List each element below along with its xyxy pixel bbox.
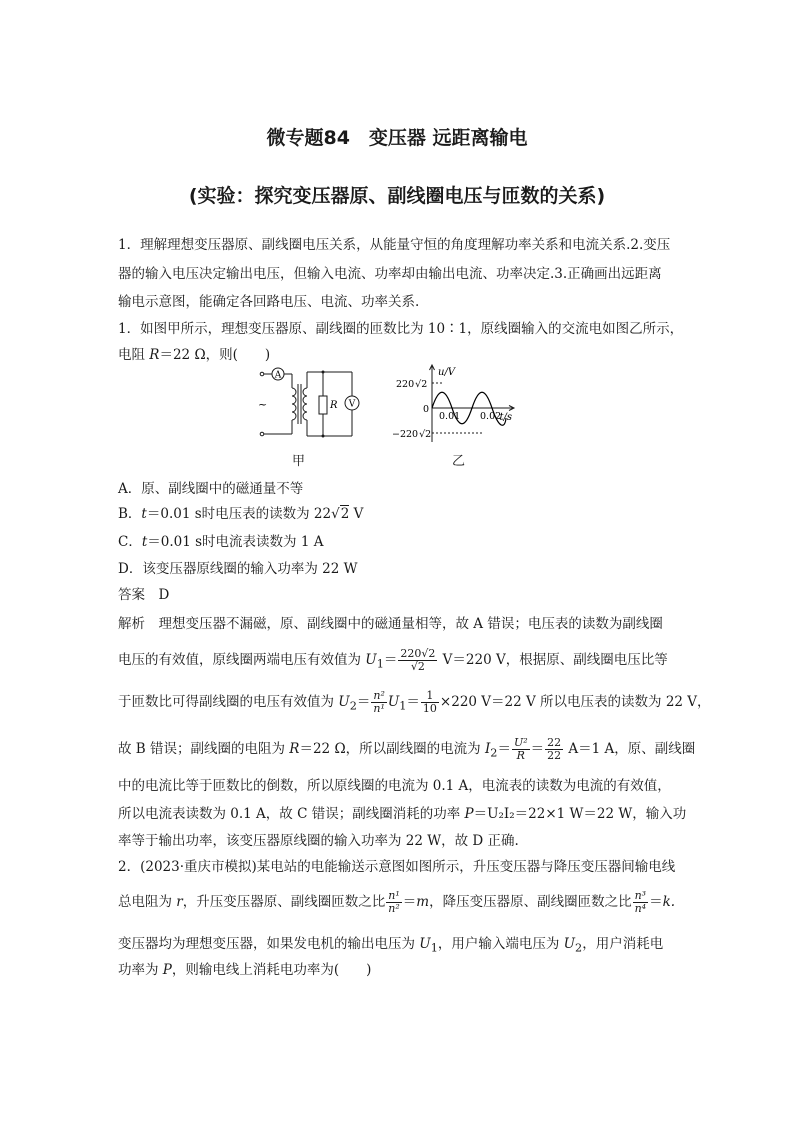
sub: 1 — [430, 941, 438, 955]
text: ，升压变压器原、副线圈匝数之比 — [182, 894, 386, 910]
analysis-line-7: 率等于输出功率，该变压器原线圈的输入功率为 22 W，故 D 正确. — [118, 833, 519, 849]
q2-line-2 — [118, 890, 678, 915]
text: V — [349, 506, 364, 522]
primary-coil — [292, 388, 296, 420]
sub: 1 — [399, 699, 407, 713]
q2-line-4 — [118, 958, 678, 978]
var-r: r — [176, 894, 183, 910]
text: ＝ — [383, 652, 398, 668]
q1-answer: 答案 D — [118, 587, 170, 603]
y-min-label — [392, 429, 431, 440]
text: ，降压变压器原、副线圈匝数之比 — [429, 894, 632, 910]
figure-circuit-caption: 甲 — [292, 454, 306, 469]
denominator: n² — [388, 902, 400, 915]
y-max-radical: √2 — [415, 379, 428, 390]
var-m: m — [416, 894, 430, 910]
y-min-radical: √2 — [419, 429, 432, 440]
denominator: n⁴ — [634, 902, 647, 915]
terminal — [260, 432, 264, 436]
figure-sine-graph — [392, 362, 522, 446]
numerator: U² — [513, 736, 528, 749]
analysis-line-1: 解析 理想变压器不漏磁，原、副线圈中的磁通量相等，故 A 错误；电压表的读数为副线圈 — [118, 616, 663, 632]
text: ＝ — [649, 894, 663, 910]
var-P: P — [162, 962, 172, 978]
denominator: 22 — [547, 749, 562, 762]
fraction — [398, 648, 437, 673]
var-U: U — [419, 936, 431, 952]
text: V＝220 V，根据原、副线圈电压比等 — [438, 652, 668, 668]
denominator: 10 — [422, 702, 437, 715]
page-subtitle: (实验：探究变压器原、副线圈电压与匝数的关系) — [188, 185, 606, 207]
var-U: U — [365, 652, 377, 668]
tick-t1: 0.01 — [439, 411, 461, 422]
q1-stem-line-1: 1．如图甲所示，理想变压器原、副线圈的匝数比为 10∶1，原线圈输入的交流电如图乙所示， — [118, 321, 684, 337]
junction-dot — [322, 435, 325, 438]
fraction — [421, 690, 439, 715]
sub: 2 — [349, 699, 357, 713]
fraction — [371, 690, 387, 715]
sub: 2 — [575, 941, 583, 955]
figure-circuit — [250, 362, 365, 446]
text: ＝22 Ω，所以副线圈的电流为 — [299, 741, 485, 757]
denominator: √2 — [410, 660, 425, 673]
numerator: n³ — [634, 889, 647, 902]
numerator: 220√2 — [400, 647, 436, 660]
text: 故 B 错误；副线圈的电阻为 — [118, 741, 290, 757]
analysis-line-3 — [118, 689, 711, 715]
text: B． — [118, 506, 142, 522]
fraction — [633, 890, 649, 915]
fraction — [512, 737, 530, 762]
q2-line-1: 2．(2023·重庆市模拟)某电站的电能输送示意图如图所示，升压变压器与降压变压器间输电线 — [118, 859, 676, 875]
text: C． — [118, 534, 142, 550]
text: ，则输电线上消耗电功率为( ) — [171, 962, 372, 978]
q1-option-d: D．该变压器原线圈的输入功率为 22 W — [118, 561, 358, 577]
figure-graph-caption: 乙 — [452, 454, 466, 469]
numerator: n² — [373, 689, 385, 702]
text: 总电阻为 — [118, 894, 177, 910]
text: ＝0.01 s时电压表的读数为 22 — [146, 506, 332, 522]
numerator: 1 — [421, 690, 439, 703]
text: ＝0.01 s时电流表读数为 1 A — [147, 534, 324, 550]
q1-stem-line-2 — [118, 343, 678, 363]
resistor-label: R — [330, 400, 338, 411]
text: ＝ — [402, 894, 417, 910]
voltmeter-label: V — [348, 399, 356, 410]
text: ＝ — [530, 741, 545, 757]
text: ×220 V＝22 V 所以电压表的读数为 22 V， — [439, 694, 711, 710]
terminal — [260, 372, 264, 376]
y-max-label — [396, 379, 427, 390]
fraction — [545, 737, 563, 762]
var-t: t — [141, 534, 148, 550]
junction-dot — [322, 371, 325, 374]
analysis-line-5: 中的电流比等于匝数比的倒数，所以原线圈的电流为 0.1 A，电流表的读数为电流的有效值， — [118, 778, 671, 794]
var-P: P — [464, 806, 474, 822]
text: ＝ — [497, 741, 511, 757]
radicand: 2 — [340, 506, 350, 522]
resistor — [319, 396, 327, 414]
fraction — [386, 890, 402, 915]
secondary-coil — [303, 388, 307, 420]
origin-label: 0 — [423, 404, 430, 415]
tick-t2: 0.02 — [480, 411, 502, 422]
intro-line-1: 1．理解理想变压器原、副线圈电压关系，从能量守恒的角度理解功率关系和电流关系.2.变压 — [118, 237, 671, 253]
q1-option-b: B．t＝0.01 s时电压表的读数为 22√2 V — [118, 506, 364, 522]
var-k: k. — [662, 894, 676, 910]
analysis-line-4 — [118, 736, 696, 762]
text: A＝1 A，原、副线圈 — [564, 741, 696, 757]
q1-option-c — [118, 530, 678, 550]
denominator: R — [516, 749, 525, 762]
q1-option-a: A．原、副线圈中的磁通量不等 — [118, 481, 304, 497]
sub: 1 — [376, 657, 384, 671]
text: 电阻 — [118, 347, 150, 363]
text: ＝22 Ω，则( ) — [159, 347, 271, 363]
numerator: n¹ — [388, 889, 400, 902]
text: ＝U₂I₂＝22×1 W＝22 W，输入功 — [473, 806, 687, 822]
ammeter-label: A — [274, 370, 282, 381]
x-axis-label: t/s — [499, 412, 512, 423]
var-R: R — [149, 347, 160, 363]
var-t: t — [141, 506, 147, 522]
analysis-line-2 — [118, 648, 678, 673]
sub: 2 — [490, 746, 498, 760]
text: ＝ — [406, 694, 420, 710]
y-max-value: 220 — [396, 379, 415, 390]
text: ，用户消耗电 — [582, 936, 664, 952]
y-axis-label: u/V — [438, 367, 456, 378]
intro-line-2: 器的输入电压决定输出电压，但输入电流、功率却由输出电流、功率决定.3.正确画出远距离 — [118, 266, 662, 282]
text: 所以电流表读数为 0.1 A，故 C 错误；副线圈消耗的功率 — [118, 806, 465, 822]
page-title: 微专题84 变压器 远距离输电 — [266, 127, 528, 149]
text: 功率为 — [118, 962, 163, 978]
var-I: I — [484, 741, 491, 757]
text: 电压的有效值，原线圈两端电压有效值为 — [118, 652, 366, 668]
source-symbol: ~ — [258, 398, 268, 411]
text: 于匝数比可得副线圈的电压有效值为 — [118, 694, 339, 710]
var-U: U — [563, 936, 576, 952]
analysis-line-6 — [118, 802, 687, 822]
intro-line-3: 输电示意图，能确定各回路电压、电流、功率关系. — [118, 294, 420, 310]
text: ，用户输入端电压为 — [437, 936, 564, 952]
text: ＝ — [356, 694, 371, 710]
y-min-value: −220 — [392, 429, 419, 440]
var-U: U — [387, 694, 400, 710]
numerator: 22 — [547, 736, 562, 749]
denominator: n¹ — [373, 702, 385, 715]
var-R: R — [289, 741, 300, 757]
text: 变压器均为理想变压器，如果发电机的输出电压为 — [118, 936, 420, 952]
q2-line-3 — [118, 932, 678, 955]
var-U: U — [338, 694, 350, 710]
